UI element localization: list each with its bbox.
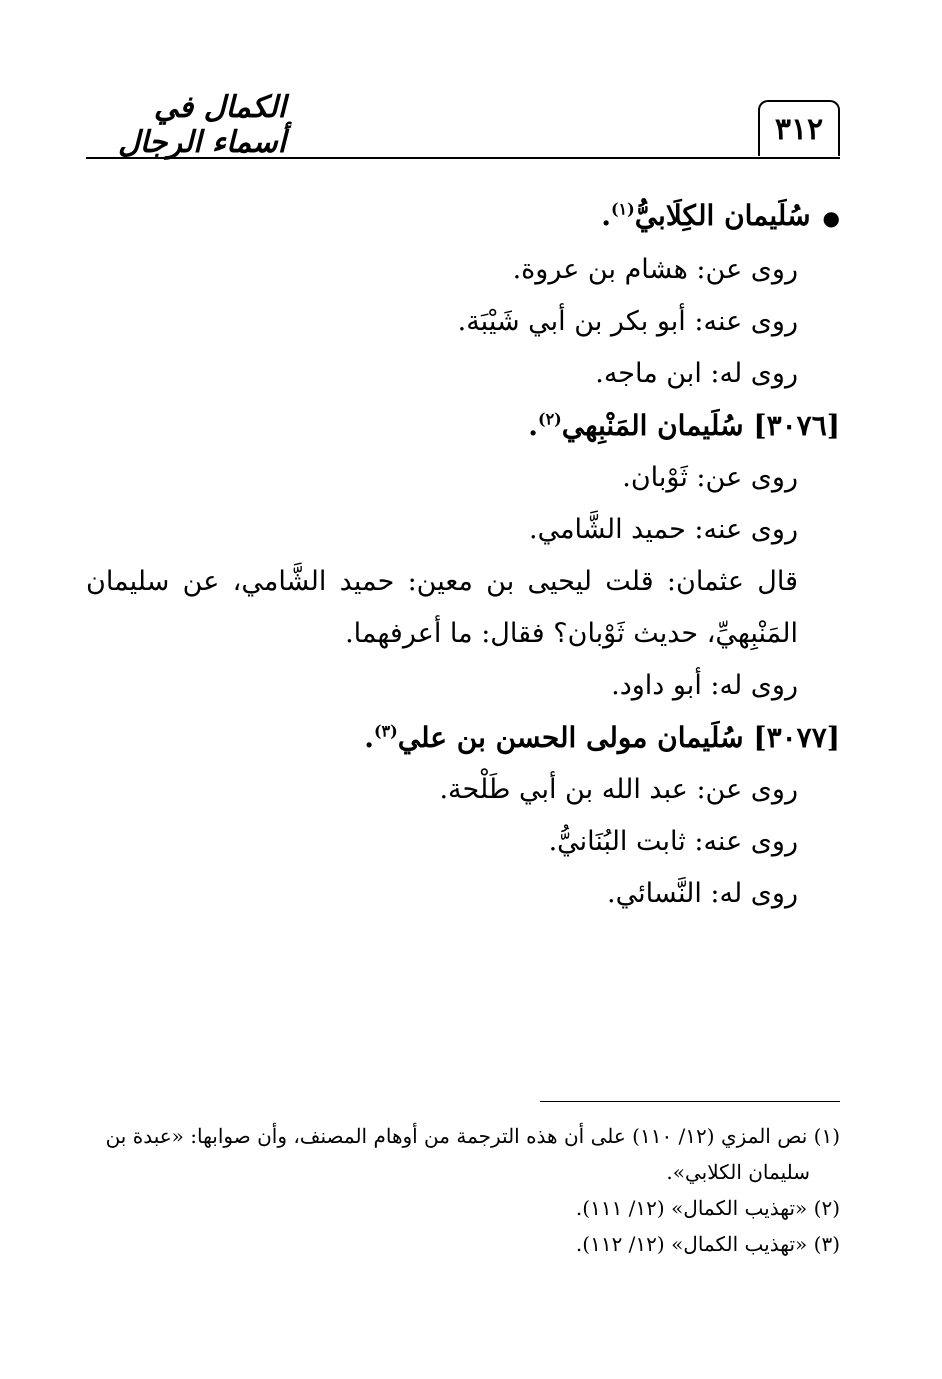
page-number: ٣١٢ bbox=[758, 100, 840, 156]
footnote: (٣) «تهذيب الكمال» (١٢/ ١١٢). bbox=[575, 1232, 840, 1256]
footnote-ref: (١) bbox=[610, 199, 635, 219]
footnote: سليمان الكلابي». bbox=[666, 1160, 810, 1184]
header-rule bbox=[86, 157, 840, 159]
narrator-line: روى له: النَّسائي. bbox=[607, 878, 798, 909]
narrator-line: روى له: ابن ماجه. bbox=[595, 358, 798, 389]
narrator-line: روى له: أبو داود. bbox=[611, 670, 798, 701]
footnote: (٢) «تهذيب الكمال» (١٢/ ١١١). bbox=[575, 1196, 840, 1220]
main-text bbox=[86, 190, 840, 920]
narrator-line: روى عنه: ثابت البُنَانيُّ. bbox=[548, 826, 798, 857]
quote-paragraph: قال عثمان: قلت ليحيى بن معين: حميد الشَّامي، عن سليمان المَنْبِهيِّ، حديث ثَوْبان؟ فقال: ما أعرفهما. bbox=[86, 566, 798, 649]
narrator-line: روى عن: هشام بن عروة. bbox=[512, 254, 798, 285]
narrator-line: روى عنه: أبو بكر بن أبي شَيْبَة. bbox=[457, 306, 798, 337]
entry-title: سُلَيمان الكِلَابيُّ bbox=[634, 199, 811, 232]
footnotes bbox=[86, 1118, 840, 1262]
narrator-line: روى عن: ثَوْبان. bbox=[622, 462, 798, 493]
entry-heading: ●سُلَيمان الكِلَابيُّ$^{(١)}$. bbox=[601, 199, 840, 232]
bullet-icon: ● bbox=[822, 206, 840, 230]
entry-heading: [٣٠٧٦] سُلَيمان المَنْبِهي$^{(٢)}$. bbox=[528, 409, 840, 442]
footnote-rule bbox=[540, 1101, 840, 1102]
footnote-ref: (٣) bbox=[373, 721, 398, 741]
entry-title: [٣٠٧٦] سُلَيمان المَنْبِهي bbox=[561, 409, 840, 442]
narrator-line: روى عن: عبد الله بن أبي طَلْحة. bbox=[439, 774, 798, 805]
footnote: (١) نص المزي (١٢/ ١١٠) على أن هذه الترجمة من أوهام المصنف، وأن صوابها: «عبدة بن bbox=[105, 1124, 840, 1148]
entry-title: [٣٠٧٧] سُلَيمان مولى الحسن بن علي bbox=[397, 721, 840, 754]
footnote-ref: (٢) bbox=[537, 409, 562, 429]
entry-heading: [٣٠٧٧] سُلَيمان مولى الحسن بن علي$^{(٣)}$. bbox=[364, 721, 840, 754]
running-title: الكمال في أسماء الرجال bbox=[117, 90, 286, 160]
narrator-line: روى عنه: حميد الشَّامي. bbox=[529, 514, 798, 545]
